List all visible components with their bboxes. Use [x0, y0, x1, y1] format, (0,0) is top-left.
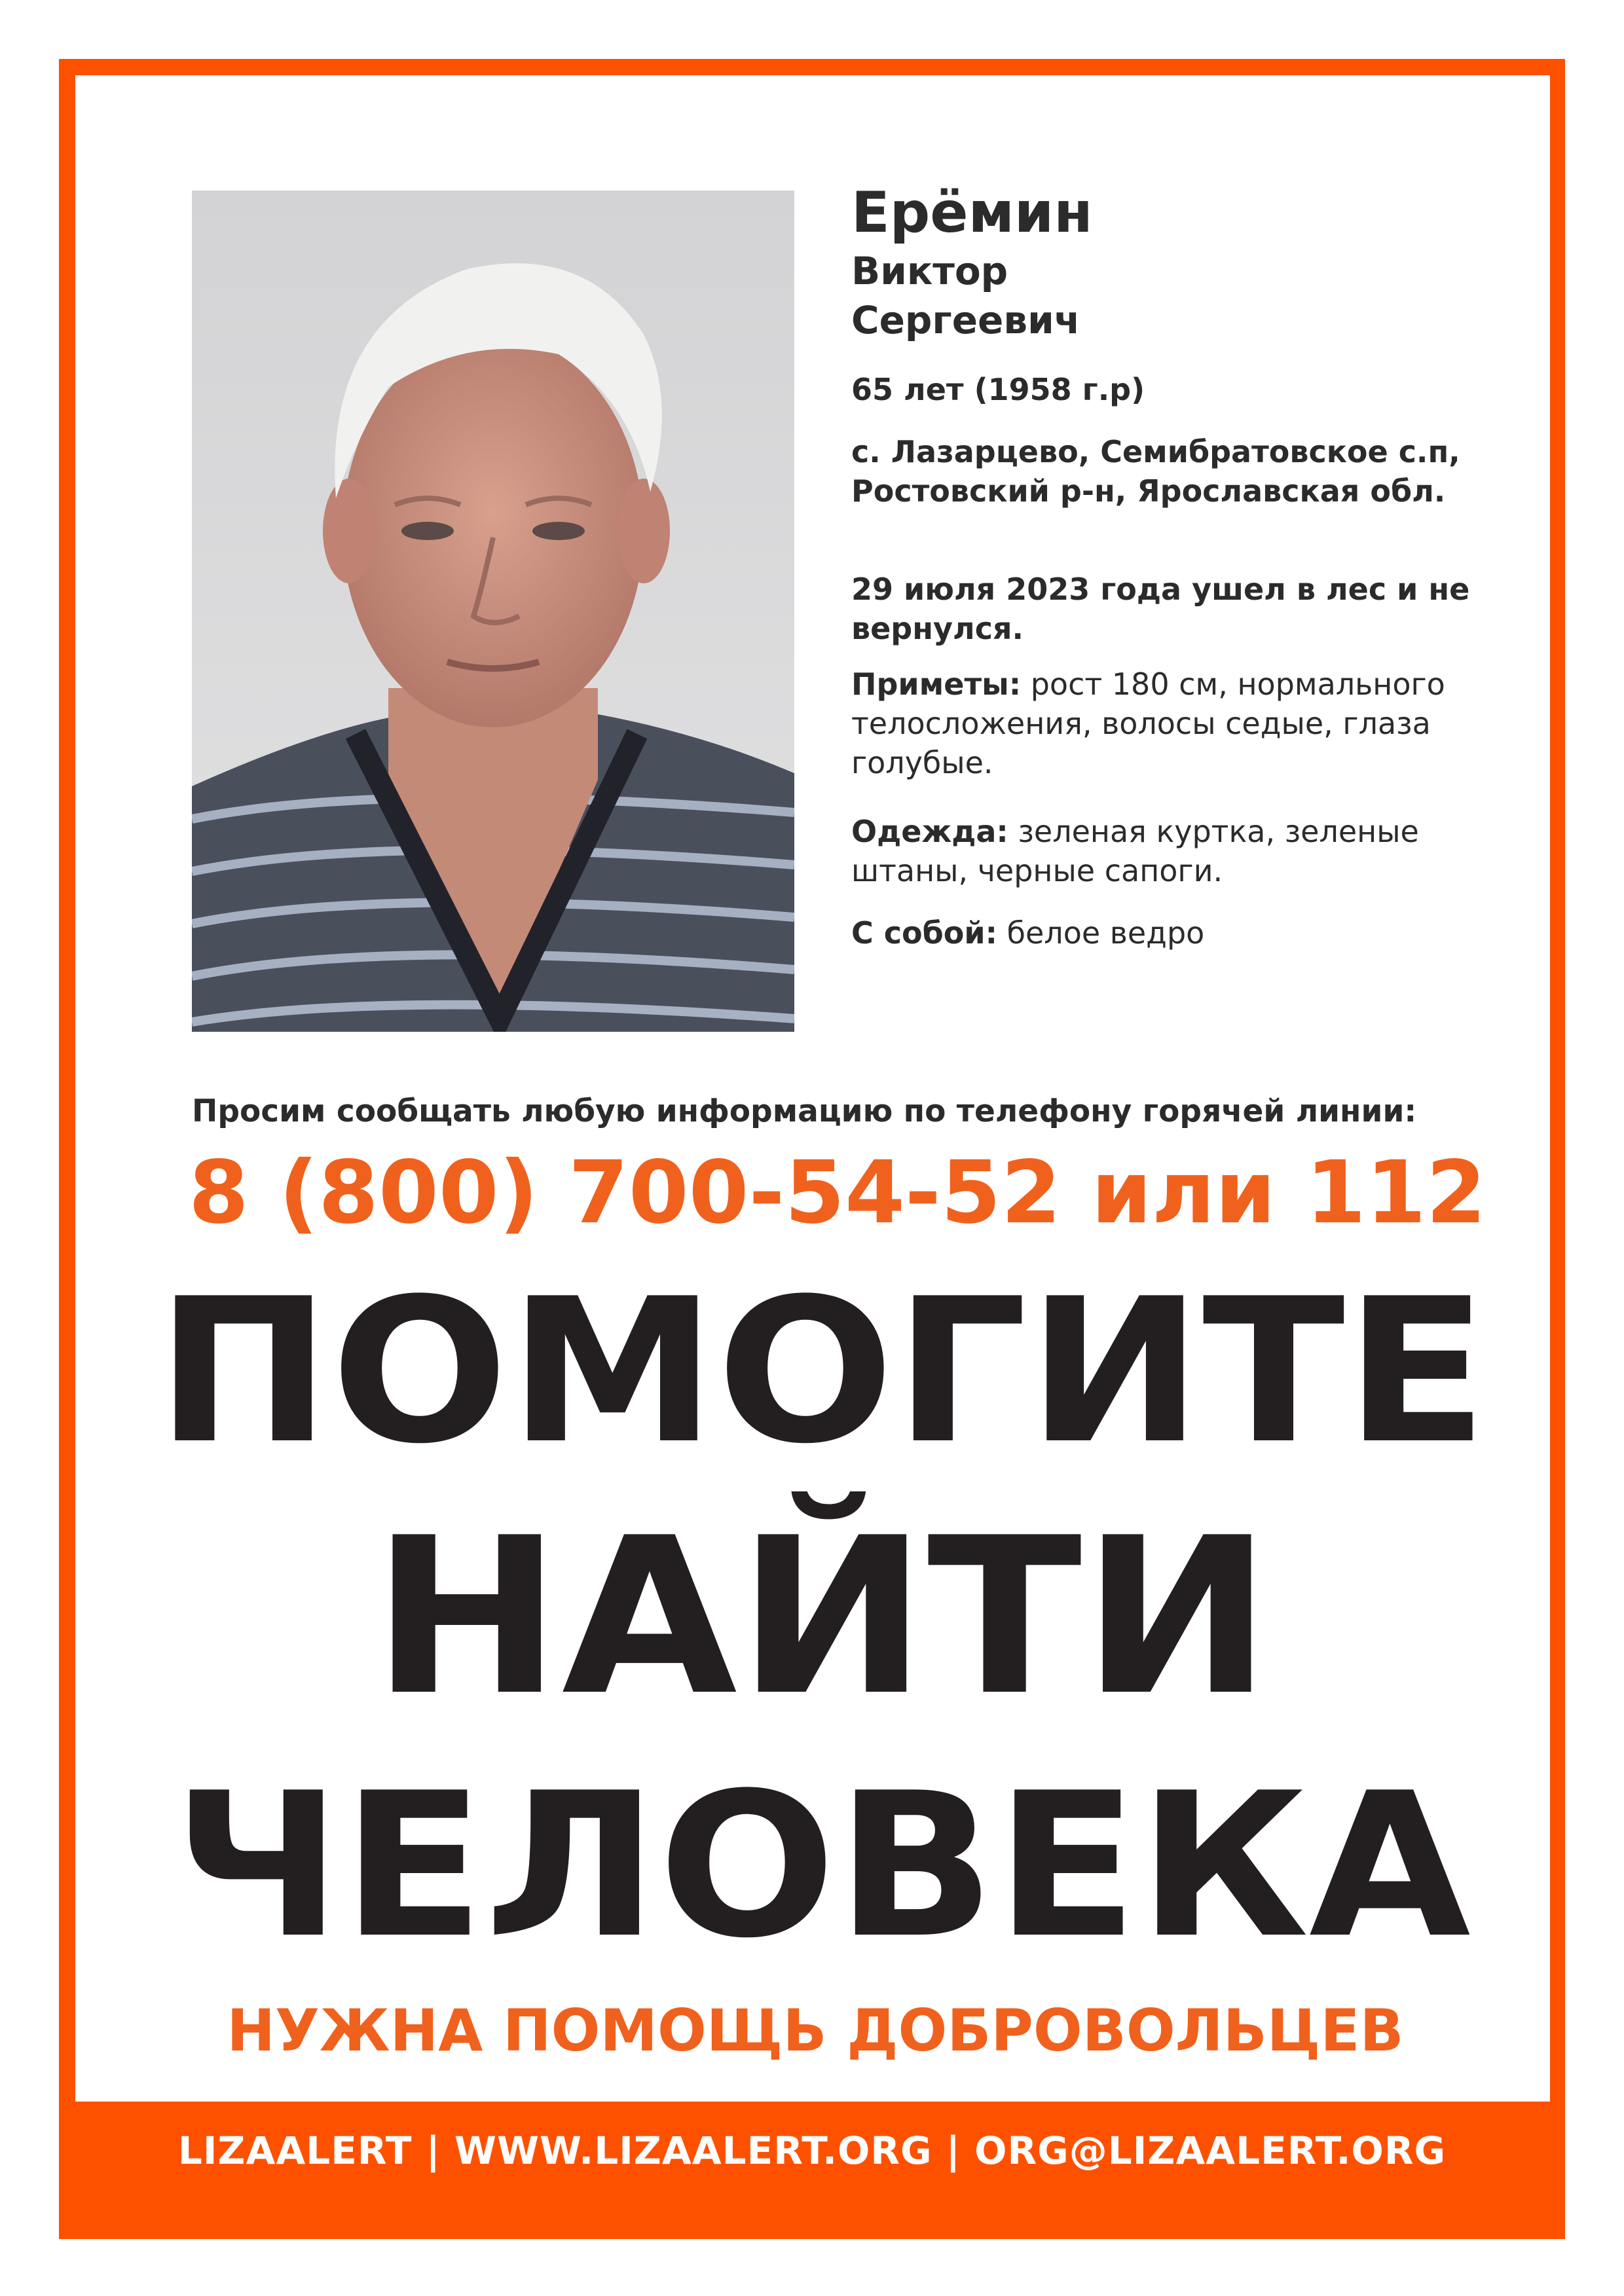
- description-clothes: [851, 812, 1480, 890]
- age: 65 лет (1958 г.р): [851, 372, 1145, 407]
- description-belongings: [851, 913, 1480, 953]
- belongings-label: С собой:: [851, 915, 997, 951]
- missing-person-photo: [192, 191, 794, 1032]
- vk-link[interactable]: VK.COM/LIZAALERT76: [500, 67, 1124, 126]
- phone-number[interactable]: 8 (800) 700-54-52 или 112: [189, 1142, 1486, 1243]
- headline-line-1: ПОМОГИТЕ: [156, 1256, 1488, 1487]
- last-name: Ерёмин: [851, 180, 1093, 246]
- description-signs: [851, 665, 1480, 782]
- location: с. Лазарцево, Семибратовское с.п, Ростовский р-н, Ярославская обл.: [851, 434, 1460, 509]
- middle-name: Сергеевич: [851, 298, 1080, 342]
- belongings-text: белое ведро: [997, 915, 1205, 951]
- hotline-text: Просим сообщать любую информацию по телефону горячей линии:: [192, 1093, 1417, 1129]
- clothes-label: Одежда:: [851, 814, 1008, 849]
- headline-line-2: НАЙТИ: [371, 1491, 1272, 1743]
- footer-links[interactable]: LIZAALERT | WWW.LIZAALERT.ORG | ORG@LIZAALERT.ORG: [177, 2128, 1447, 2173]
- signs-label: Приметы:: [851, 666, 1022, 702]
- signs-text: рост 180 см, нормального телосложения, волосы седые, глаза голубые.: [851, 666, 1445, 780]
- first-name: Виктор: [851, 249, 1008, 293]
- headline-line-3: ЧЕЛОВЕКА: [173, 1750, 1471, 1982]
- disappearance-event: 29 июля 2023 года ушел в лес и не вернулся.: [851, 572, 1470, 646]
- clothes-text: зеленая куртка, зеленые штаны, черные сапоги.: [851, 814, 1419, 888]
- volunteers-needed: НУЖНА ПОМОЩЬ ДОБРОВОЛЬЦЕВ: [227, 1997, 1404, 2064]
